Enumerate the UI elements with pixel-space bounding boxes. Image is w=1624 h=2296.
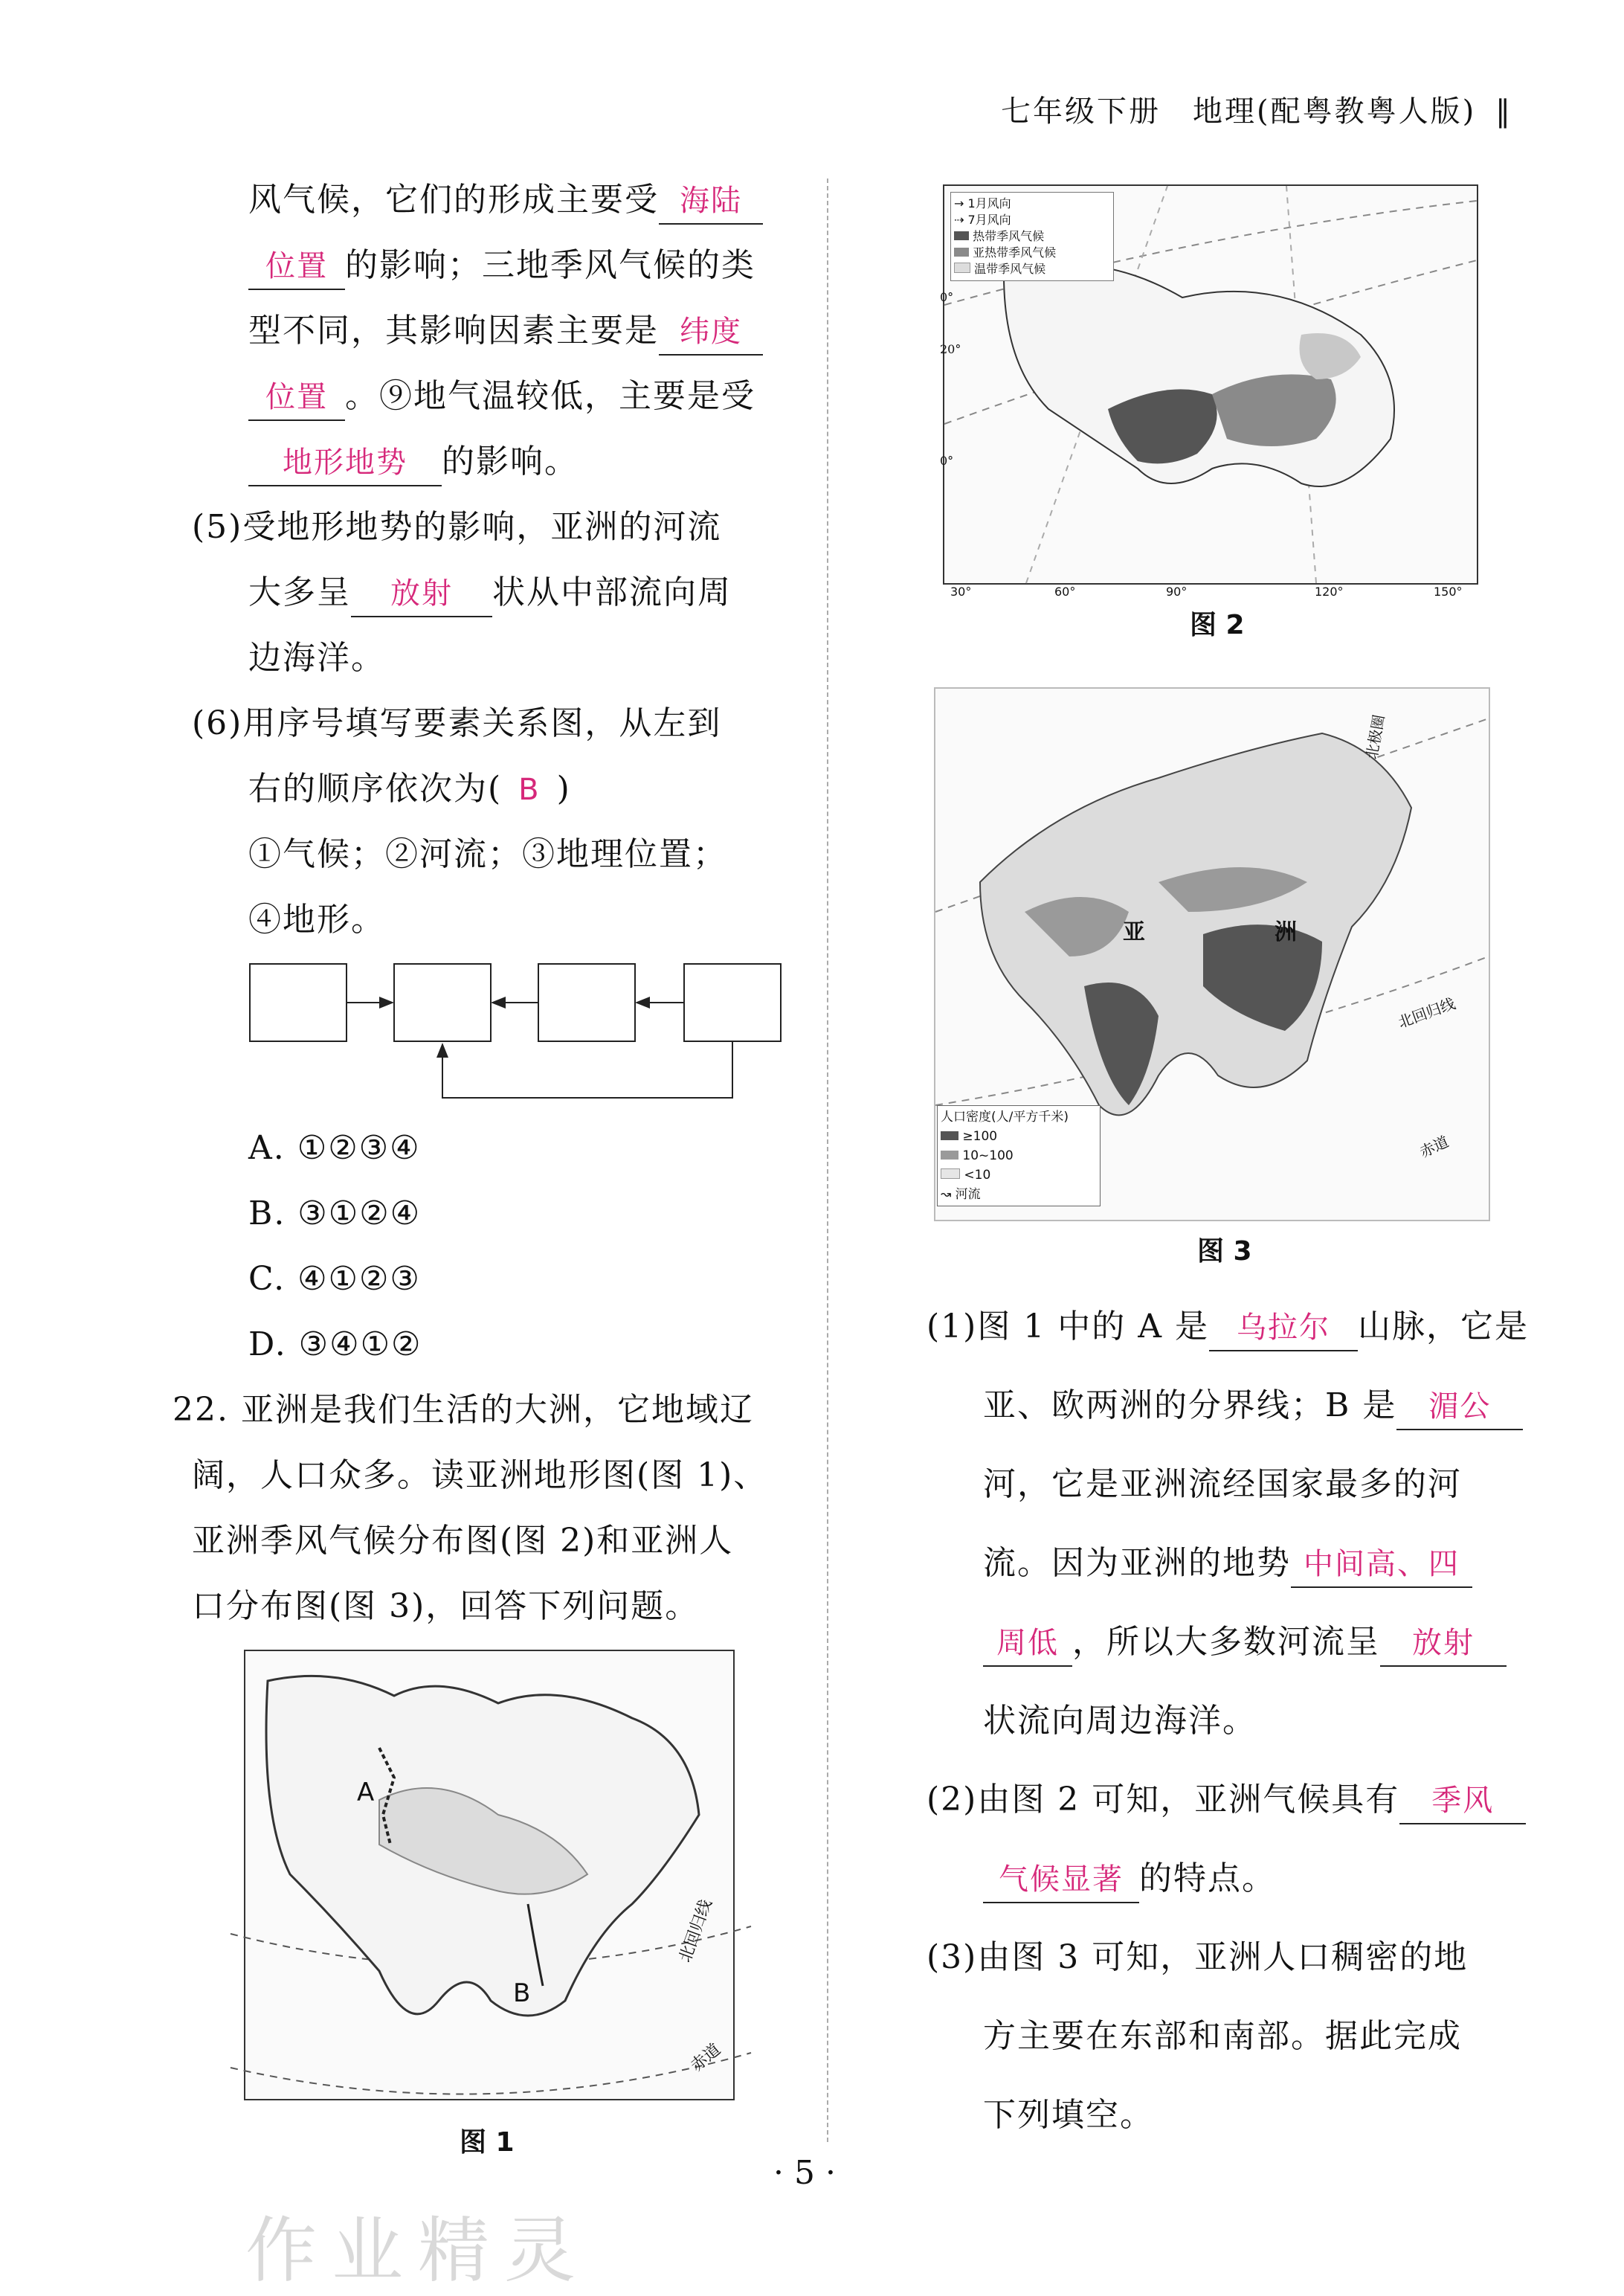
legend-item: <10 — [941, 1165, 1097, 1185]
figure-2-caption: 图 2 — [1190, 610, 1245, 640]
figure-3-legend — [937, 1105, 1101, 1206]
figure-2-monsoon-map — [940, 184, 1478, 585]
map-label-a: A — [357, 1778, 375, 1807]
legend-item: 热带季风气候 — [954, 228, 1110, 245]
answer-blank: 气候显著 — [983, 1857, 1139, 1903]
q22-line-4: 口分布图(图 3)，回答下列问题。 — [192, 1587, 700, 1625]
answer-choice: B — [518, 773, 541, 807]
answer-blank: 放射 — [1380, 1621, 1507, 1667]
q22-line-3: 亚洲季风气候分布图(图 2)和亚洲人 — [192, 1522, 734, 1560]
figure-1-asia-terrain-map — [244, 1650, 735, 2100]
option-c: C. ④①②③ — [248, 1260, 421, 1298]
legend-item: 温带季风气候 — [954, 261, 1110, 277]
q22-line-1: 22. 亚洲是我们生活的大洲，它地域辽 — [173, 1391, 754, 1429]
left-line-4: 位置 。⑨地气温较低，主要是受 — [248, 364, 755, 429]
legend-title: 人口密度(人/平方千米) — [941, 1110, 1069, 1125]
q6-line-3: ①气候；②河流；③地理位置； — [248, 835, 727, 873]
legend-item: 亚热带季风气候 — [954, 245, 1110, 261]
figure-3-population-map — [934, 687, 1490, 1221]
left-line-5: 地形地势 的影响。 — [248, 429, 579, 495]
tropic-label: 北回归线 — [1395, 994, 1458, 1032]
legend-item: ↝ 河流 — [941, 1187, 981, 1202]
q6-line-4: ④地形。 — [248, 901, 385, 939]
legend-item: 10~100 — [941, 1146, 1097, 1165]
a1-line-6: 状流向周边海洋。 — [983, 1702, 1257, 1740]
answer-blank: 放射 — [351, 571, 492, 617]
answer-blank: 周低 — [983, 1621, 1072, 1667]
arctic-circle-label: 北极圈 — [1362, 713, 1388, 761]
map-label-b: B — [513, 1978, 531, 2008]
a2-line-1: (2)由图 2 可知，亚洲气候具有 季风 — [927, 1767, 1526, 1833]
map-label-asia-2: 洲 — [1275, 919, 1297, 945]
a1-line-1: (1)图 1 中的 A 是 乌拉尔 山脉，它是 — [927, 1294, 1529, 1360]
q5-line-3: 边海洋。 — [248, 639, 385, 677]
equator-label: 赤道 — [1417, 1132, 1451, 1162]
answer-blank: 中间高、四 — [1291, 1542, 1472, 1588]
answer-blank: 海陆 — [659, 179, 763, 225]
answer-blank: 季风 — [1399, 1778, 1526, 1824]
a1-line-3: 河，它是亚洲流经国家最多的河 — [983, 1465, 1462, 1503]
lat-label: 0° — [940, 290, 954, 304]
option-b: B. ③①②④ — [248, 1194, 422, 1232]
legend-item: → 1月风向 — [954, 196, 1011, 210]
option-d: D. ③④①② — [248, 1325, 422, 1363]
q6-line-2: 右的顺序依次为( B ) — [248, 770, 571, 808]
figure-2-legend — [950, 192, 1114, 281]
answer-blank: 乌拉尔 — [1209, 1305, 1358, 1351]
answer-blank: 位置 — [248, 244, 345, 290]
map-label-asia-1: 亚 — [1123, 919, 1145, 945]
q22-line-2: 阔，人口众多。读亚洲地形图(图 1)、 — [192, 1456, 768, 1494]
q6-line-1: (6)用序号填写要素关系图，从左到 — [192, 704, 722, 742]
answer-blank: 地形地势 — [248, 440, 442, 486]
page-header: 七年级下册 地理(配粤教粤人版) ‖ — [1001, 94, 1512, 129]
answer-blank: 位置 — [248, 375, 345, 421]
diagram-box-1 — [250, 964, 347, 1041]
map-equator-label: 赤道 — [687, 2040, 725, 2076]
q5-line-2: 大多呈 放射 状从中部流向周 — [248, 560, 732, 626]
figure-1-caption: 图 1 — [460, 2127, 515, 2158]
a1-line-4: 流。因为亚洲的地势 中间高、四 — [983, 1531, 1472, 1596]
a3-line-2: 方主要在东部和南部。据此完成 — [983, 2017, 1462, 2055]
page-number: · 5 · — [773, 2154, 836, 2192]
a2-line-2: 气候显著 的特点。 — [983, 1846, 1276, 1911]
legend-item: ⇢ 7月风向 — [954, 213, 1011, 227]
diagram-box-4 — [684, 964, 781, 1041]
lat-label: 20° — [940, 342, 961, 356]
option-a: A. ①②③④ — [248, 1129, 421, 1167]
a1-line-2: 亚、欧两洲的分界线；B 是 湄公 — [983, 1373, 1523, 1438]
diagram-arrow — [442, 1041, 732, 1098]
q5-line-1: (5)受地形地势的影响，亚洲的河流 — [192, 508, 722, 546]
watermark: 作业精灵 — [245, 2209, 590, 2292]
left-line-1: 风气候，它们的形成主要受 海陆 — [248, 167, 763, 233]
diagram-box-2 — [394, 964, 491, 1041]
diagram-box-3 — [538, 964, 635, 1041]
legend-item: ≥100 — [941, 1127, 1097, 1146]
answer-blank: 纬度 — [659, 309, 763, 356]
column-divider — [827, 179, 828, 2142]
a3-line-1: (3)由图 3 可知，亚洲人口稠密的地 — [927, 1938, 1469, 1976]
a3-line-3: 下列填空。 — [983, 2096, 1154, 2134]
relationship-diagram — [245, 952, 788, 1108]
answer-blank: 湄公 — [1396, 1384, 1523, 1430]
map-tropic-label: 北回归线 — [676, 1897, 716, 1965]
lat-label: 0° — [940, 454, 954, 468]
a1-line-5: 周低 ，所以大多数河流呈 放射 — [983, 1610, 1507, 1675]
left-line-3: 型不同，其影响因素主要是 纬度 — [248, 298, 763, 364]
left-line-2: 位置 的影响；三地季风气候的类 — [248, 233, 755, 298]
header-title: 七年级下册 地理(配粤教粤人版) — [1001, 94, 1477, 129]
figure-3-caption: 图 3 — [1197, 1236, 1252, 1267]
